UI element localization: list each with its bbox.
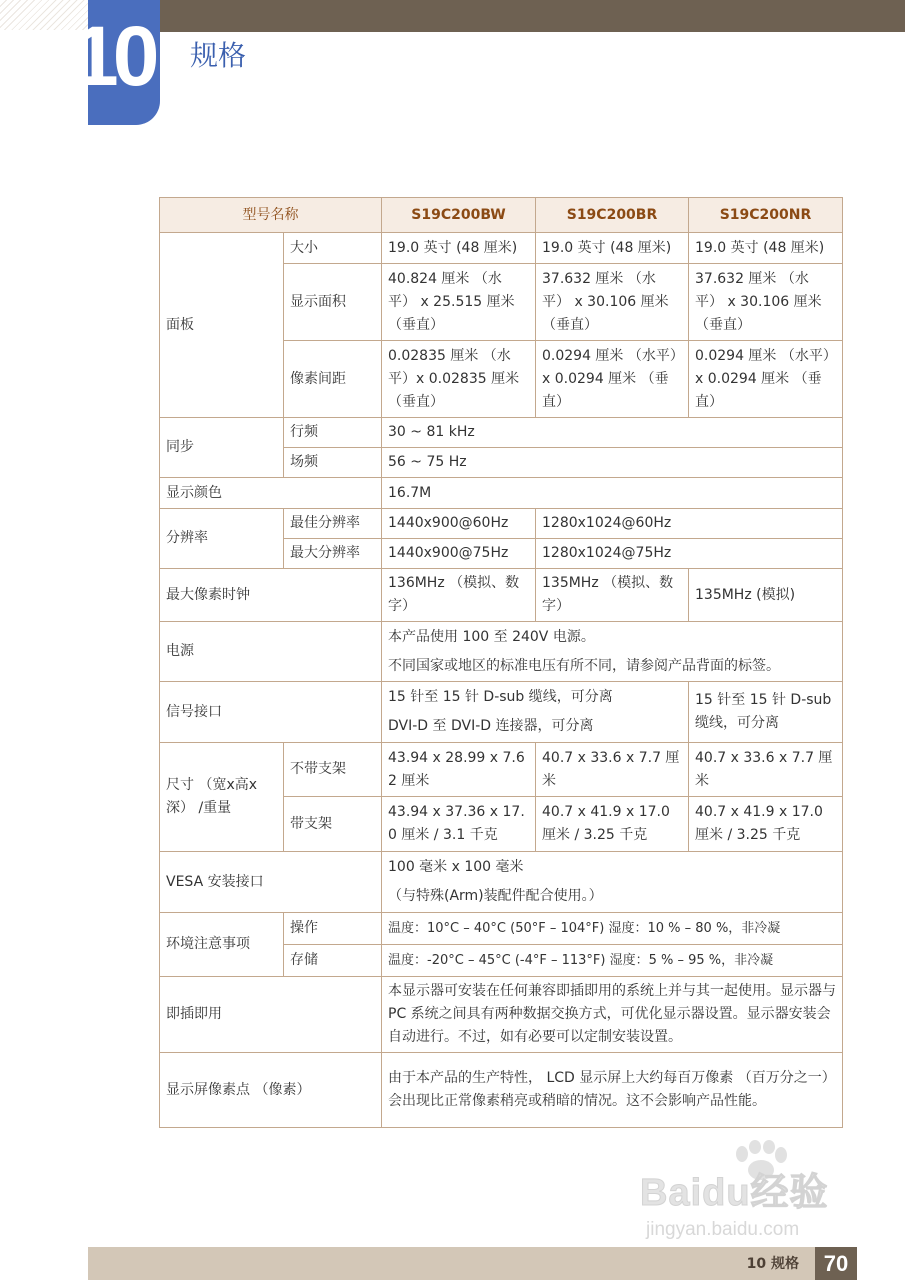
sync-h-label: 行频 (284, 418, 382, 448)
vesa-line-1: 100 毫米 x 100 毫米 (388, 859, 524, 875)
table-row (160, 478, 843, 509)
vesa-value (382, 852, 843, 913)
environment-operating-label: 操作 (284, 913, 382, 945)
table-row (160, 418, 843, 448)
power-line-2: 不同国家或地区的标准电压有所不同，请参阅产品背面的标签。 (388, 657, 780, 674)
dimensions-with-stand-br: 40.7 x 41.9 x 17.0 厘米 / 3.25 千克 (536, 797, 689, 852)
panel-pitch-label: 像素间距 (284, 341, 382, 418)
resolution-maximum-br-nr: 1280x1024@75Hz (536, 539, 843, 569)
panel-area-br: 37.632 厘米 （水平） x 30.106 厘米 （垂直） (536, 264, 689, 341)
watermark-url: jingyan.baidu.com (646, 1219, 800, 1240)
sync-label: 同步 (160, 418, 284, 478)
chapter-title: 规格 (190, 39, 247, 72)
dimensions-with-stand-label: 带支架 (284, 797, 382, 852)
panel-label: 面板 (160, 233, 284, 418)
resolution-optimum-br-nr: 1280x1024@60Hz (536, 509, 843, 539)
resolution-maximum-bw: 1440x900@75Hz (382, 539, 536, 569)
table-row (160, 977, 843, 1053)
color-label: 显示颜色 (160, 478, 382, 509)
dimensions-without-stand-bw: 43.94 x 28.99 x 7.62 厘米 (382, 743, 536, 797)
signal-line-2: DVI-D 至 DVI-D 连接器，可分离 (388, 718, 594, 734)
power-value (382, 622, 843, 682)
sync-v-label: 场频 (284, 448, 382, 478)
color-value: 16.7M (382, 478, 843, 509)
resolution-optimum-bw: 1440x900@60Hz (382, 509, 536, 539)
dimensions-with-stand-bw: 43.94 x 37.36 x 17.0 厘米 / 3.1 千克 (382, 797, 536, 852)
panel-size-nr: 19.0 英寸 (48 厘米) (689, 233, 843, 264)
model-header-br: S19C200BR (536, 198, 689, 233)
dimensions-with-stand-nr: 40.7 x 41.9 x 17.0 厘米 / 3.25 千克 (689, 797, 843, 852)
sync-v-value: 56 ~ 75 Hz (382, 448, 843, 478)
resolution-optimum-label: 最佳分辨率 (284, 509, 382, 539)
panel-size-bw: 19.0 英寸 (48 厘米) (382, 233, 536, 264)
pixel-dots-label: 显示屏像素点 （像素） (160, 1053, 382, 1128)
dimensions-label: 尺寸 （宽x高x深） /重量 (160, 743, 284, 852)
pixel-clock-bw: 136MHz （模拟、数字） (382, 569, 536, 622)
model-header-bw: S19C200BW (382, 198, 536, 233)
signal-label: 信号接口 (160, 682, 382, 743)
model-header-nr: S19C200NR (689, 198, 843, 233)
environment-label: 环境注意事项 (160, 913, 284, 977)
header-bar (88, 0, 905, 32)
panel-area-nr: 37.632 厘米 （水平） x 30.106 厘米 （垂直） (689, 264, 843, 341)
sync-h-value: 30 ~ 81 kHz (382, 418, 843, 448)
environment-operating-value: 温度：10°C – 40°C (50°F – 104°F) 湿度：10 % – 80 %，非冷凝 (382, 913, 843, 945)
panel-area-bw: 40.824 厘米 （水平） x 25.515 厘米 （垂直） (382, 264, 536, 341)
panel-pitch-nr: 0.0294 厘米 （水平）x 0.0294 厘米 （垂直） (689, 341, 843, 418)
panel-area-label: 显示面积 (284, 264, 382, 341)
pixel-dots-value: 由于本产品的生产特性， LCD 显示屏上大约每百万像素 （百万分之一）会出现比正常像素稍亮或稍暗的情况。这不会影响产品性能。 (382, 1053, 843, 1128)
spec-table (159, 197, 843, 1128)
table-row (160, 233, 843, 264)
power-label: 电源 (160, 622, 382, 682)
panel-pitch-br: 0.0294 厘米 （水平）x 0.0294 厘米 （垂直） (536, 341, 689, 418)
signal-line-1: 15 针至 15 针 D-sub 缆线，可分离 (388, 689, 613, 705)
signal-value-nr: 15 针至 15 针 D-sub 缆线，可分离 (689, 682, 843, 743)
pixel-clock-br: 135MHz （模拟、数字） (536, 569, 689, 622)
footer-chapter-label: 10 规格 (746, 1256, 799, 1272)
panel-size-label: 大小 (284, 233, 382, 264)
dimensions-without-stand-nr: 40.7 x 33.6 x 7.7 厘米 (689, 743, 843, 797)
table-row (160, 682, 843, 743)
vesa-label: VESA 安装接口 (160, 852, 382, 913)
table-row (160, 852, 843, 913)
page-number: 70 (823, 1251, 849, 1276)
table-row (160, 743, 843, 797)
table-header-row (160, 198, 843, 233)
dimensions-without-stand-br: 40.7 x 33.6 x 7.7 厘米 (536, 743, 689, 797)
table-row (160, 913, 843, 945)
dimensions-without-stand-label: 不带支架 (284, 743, 382, 797)
model-name-header: 型号名称 (160, 198, 382, 233)
panel-pitch-bw: 0.02835 厘米 （水平）x 0.02835 厘米 （垂直） (382, 341, 536, 418)
vesa-line-2: （与特殊(Arm)装配件配合使用。） (388, 888, 603, 904)
power-line-1: 本产品使用 100 至 240V 电源。 (388, 628, 595, 645)
footer-bar (88, 1247, 815, 1280)
table-row (160, 569, 843, 622)
signal-value-bw-br (382, 682, 689, 743)
resolution-maximum-label: 最大分辨率 (284, 539, 382, 569)
table-row (160, 622, 843, 682)
resolution-label: 分辨率 (160, 509, 284, 569)
table-row (160, 509, 843, 539)
pixel-clock-nr: 135MHz (模拟) (689, 569, 843, 622)
watermark-brand: Baidu经验 (640, 1172, 829, 1214)
baidu-watermark (640, 1140, 860, 1250)
panel-size-br: 19.0 英寸 (48 厘米) (536, 233, 689, 264)
chapter-number: 10 (72, 9, 154, 103)
plug-and-play-value: 本显示器可安装在任何兼容即插即用的系统上并与其一起使用。显示器与 PC 系统之间具有两种数据交换方式，可优化显示器设置。显示器安装会自动进行。不过，如有必要可以定制安装设置。 (382, 977, 843, 1053)
environment-storage-value: 温度：-20°C – 45°C (-4°F – 113°F) 湿度：5 % – 95 %，非冷凝 (382, 945, 843, 977)
pixel-clock-label: 最大像素时钟 (160, 569, 382, 622)
table-row (160, 1053, 843, 1128)
environment-storage-label: 存储 (284, 945, 382, 977)
plug-and-play-label: 即插即用 (160, 977, 382, 1053)
